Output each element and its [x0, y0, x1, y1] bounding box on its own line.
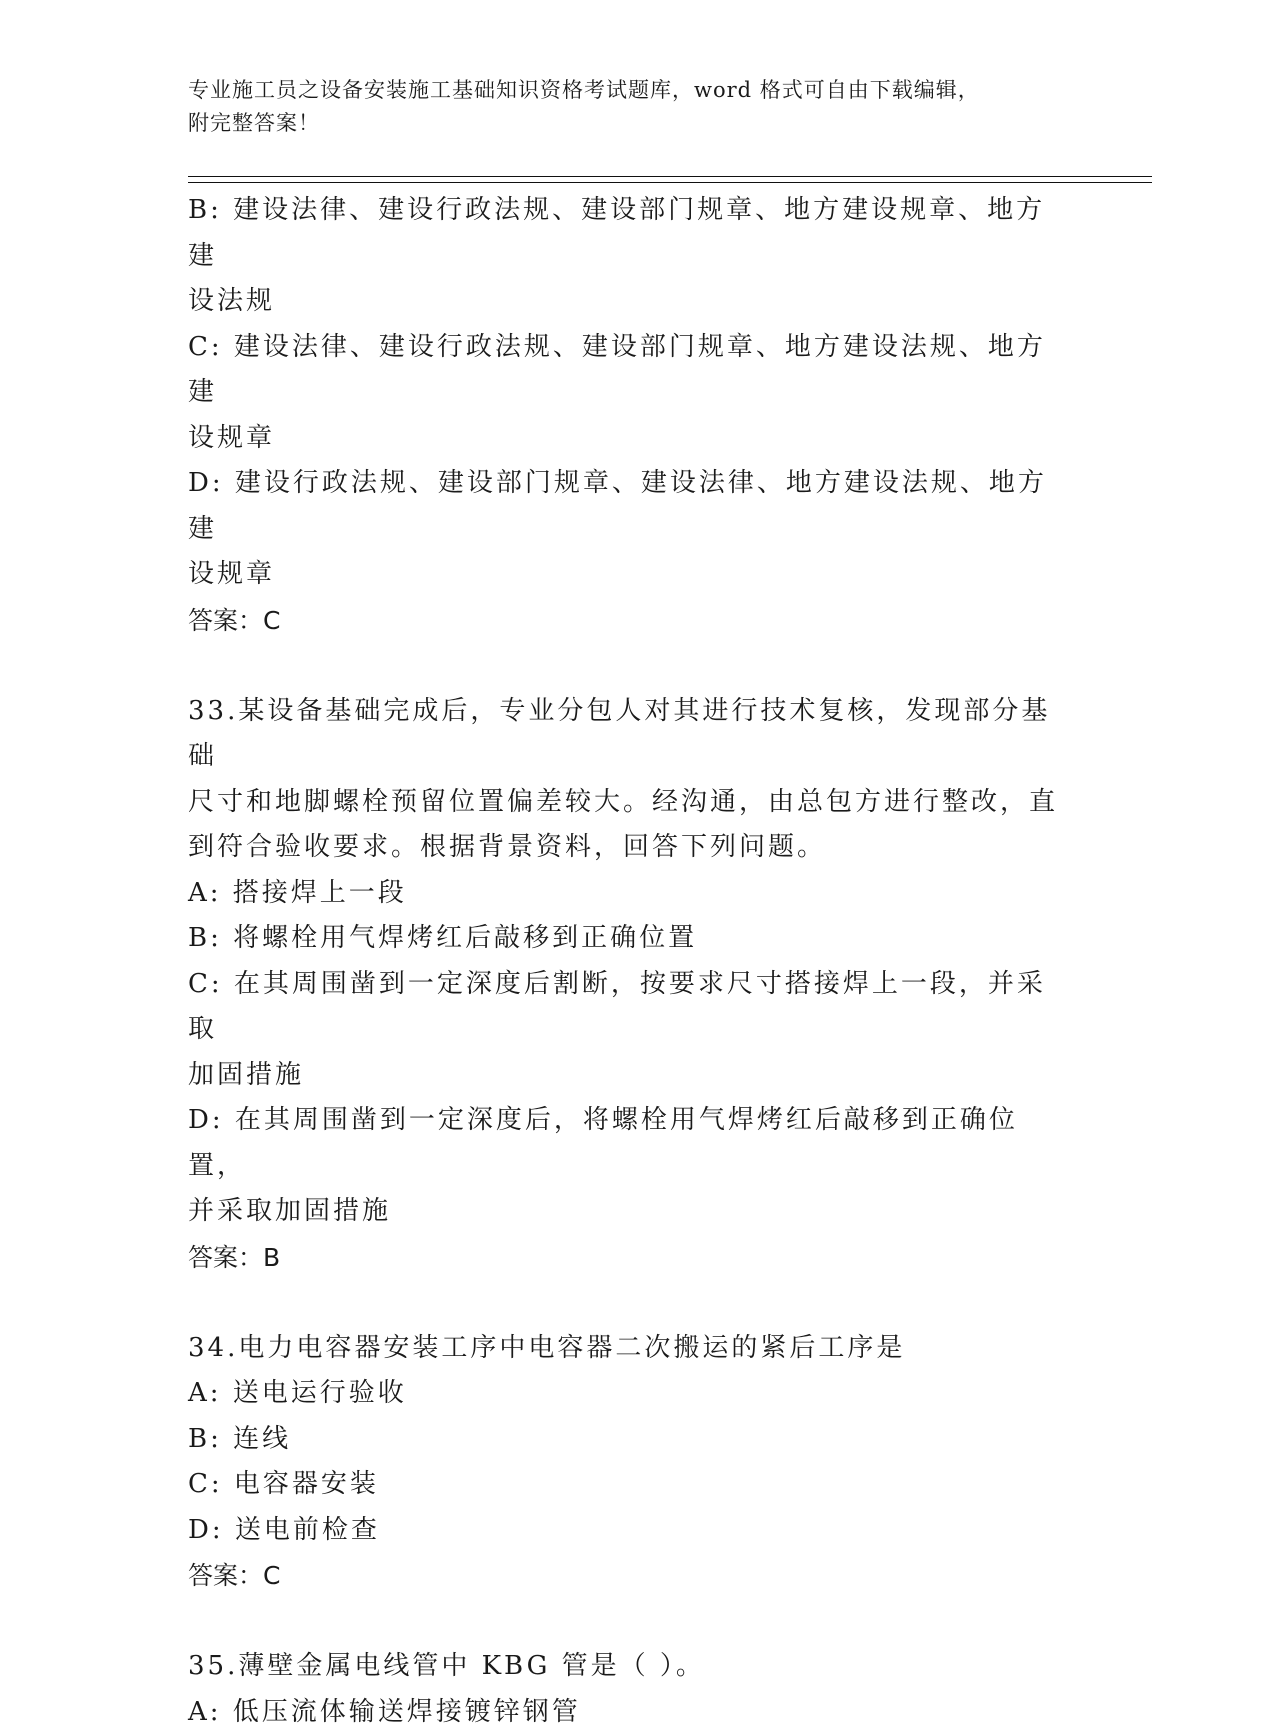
option-c: [188, 1462, 1068, 1508]
question-34: [188, 1326, 1068, 1599]
document-header: [188, 74, 1068, 140]
option-line: 设规章: [188, 416, 1068, 462]
header-line-1: 专业施工员之设备安装施工基础知识资格考试题库，word 格式可自由下载编辑，: [188, 74, 1068, 107]
option-line: B: 建设法律、建设行政法规、建设部门规章、地方建设规章、地方建: [188, 188, 1068, 279]
option-line: C: 电容器安装: [188, 1462, 1068, 1508]
question-line: 到符合验收要求。根据背景资料，回答下列问题。: [188, 825, 1068, 871]
question-text: [188, 689, 1068, 871]
option-line: 加固措施: [188, 1053, 1068, 1099]
question-text: [188, 1326, 1068, 1372]
option-a: [188, 871, 1068, 917]
question-line: 34.电力电容器安装工序中电容器二次搬运的紧后工序是: [188, 1326, 1068, 1372]
question-line: 33.某设备基础完成后，专业分包人对其进行技术复核，发现部分基础: [188, 689, 1068, 780]
option-line: A: 送电运行验收: [188, 1371, 1068, 1417]
option-a: [188, 1371, 1068, 1417]
answer-label: 答案：C: [188, 1553, 1068, 1599]
spacer: [188, 1599, 1068, 1645]
option-line: 设规章: [188, 552, 1068, 598]
option-d: [188, 1098, 1068, 1235]
question-line: 尺寸和地脚螺栓预留位置偏差较大。经沟通，由总包方进行整改，直: [188, 780, 1068, 826]
header-rule-bottom: [188, 182, 1152, 183]
question-content: [188, 188, 1068, 1735]
option-c: [188, 962, 1068, 1099]
option-line: D: 在其周围凿到一定深度后，将螺栓用气焊烤红后敲移到正确位置，: [188, 1098, 1068, 1189]
option-line: B: 连线: [188, 1417, 1068, 1463]
option-line: 并采取加固措施: [188, 1189, 1068, 1235]
spacer: [188, 1280, 1068, 1326]
option-line: D: 建设行政法规、建设部门规章、建设法律、地方建设法规、地方建: [188, 461, 1068, 552]
option-b: [188, 916, 1068, 962]
question-33: [188, 689, 1068, 1281]
header-rule-top: [188, 176, 1152, 177]
header-line-2: 附完整答案！: [188, 107, 1068, 140]
option-a: [188, 1690, 1068, 1735]
option-c: [188, 325, 1068, 462]
option-b: [188, 1417, 1068, 1463]
option-line: D: 送电前检查: [188, 1508, 1068, 1554]
option-b: [188, 188, 1068, 325]
question-35: [188, 1644, 1068, 1735]
option-d: [188, 461, 1068, 598]
option-line: A: 搭接焊上一段: [188, 871, 1068, 917]
spacer: [188, 643, 1068, 689]
answer-label: 答案：C: [188, 598, 1068, 644]
question-32: [188, 188, 1068, 643]
option-line: C: 在其周围凿到一定深度后割断，按要求尺寸搭接焊上一段，并采取: [188, 962, 1068, 1053]
question-line: 35.薄壁金属电线管中 KBG 管是（ ）。: [188, 1644, 1068, 1690]
option-line: B: 将螺栓用气焊烤红后敲移到正确位置: [188, 916, 1068, 962]
option-d: [188, 1508, 1068, 1554]
option-line: A: 低压流体输送焊接镀锌钢管: [188, 1690, 1068, 1735]
option-line: C: 建设法律、建设行政法规、建设部门规章、地方建设法规、地方建: [188, 325, 1068, 416]
answer-label: 答案：B: [188, 1235, 1068, 1281]
option-line: 设法规: [188, 279, 1068, 325]
question-text: [188, 1644, 1068, 1690]
